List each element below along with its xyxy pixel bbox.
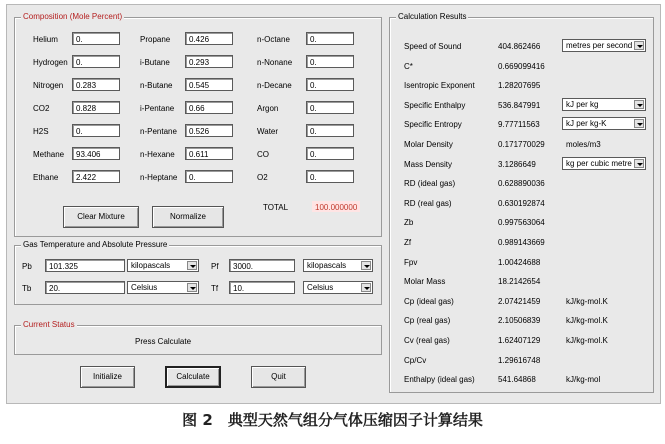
component-label: n-Pentane (140, 127, 177, 136)
result-value: 9.77711563 (498, 120, 540, 130)
chevron-down-icon (634, 100, 644, 109)
pb-label: Pb (22, 262, 32, 271)
result-label: RD (ideal gas) (404, 179, 456, 189)
result-unit: kJ/kg-mol.K (566, 296, 608, 306)
result-label: Fpv (404, 257, 418, 267)
tb-unit-select[interactable] (127, 281, 199, 294)
result-unit: kJ/kg-mol.K (566, 336, 608, 345)
component-input[interactable]: 0. (306, 32, 354, 45)
result-label: Specific Enthalpy (404, 100, 466, 110)
initialize-button[interactable]: Initialize (80, 366, 135, 388)
component-input[interactable]: 0.66 (185, 101, 233, 114)
component-label: Ethane (33, 173, 59, 182)
result-value: 541.64868 (498, 375, 536, 385)
result-value: 0.989143669 (498, 238, 545, 247)
component-input[interactable]: 93.406 (72, 147, 120, 160)
component-label: H2S (33, 127, 49, 136)
calculate-button[interactable]: Calculate (165, 366, 221, 388)
quit-button[interactable]: Quit (251, 366, 306, 388)
chevron-down-icon (361, 283, 371, 292)
result-label: C* (404, 61, 413, 71)
component-input[interactable]: 0. (306, 78, 354, 91)
normalize-button[interactable]: Normalize (152, 206, 224, 228)
result-unit-value: kJ per kg (566, 99, 599, 109)
component-label: i-Pentane (140, 104, 175, 113)
result-label: Cp/Cv (404, 355, 427, 365)
component-input[interactable]: 0.283 (72, 78, 120, 91)
tb-input[interactable]: 20. (45, 281, 125, 294)
result-unit: moles/m3 (566, 140, 601, 149)
component-label: Hydrogen (33, 58, 68, 67)
total-label: TOTAL (263, 203, 289, 212)
pb-input[interactable]: 101.325 (45, 259, 125, 272)
calculator-window (6, 4, 661, 404)
component-label: Propane (140, 35, 171, 44)
component-input[interactable]: 0. (72, 55, 120, 68)
clear-mixture-button[interactable]: Clear Mixture (63, 206, 139, 228)
component-label: n-Decane (257, 81, 292, 90)
component-input[interactable]: 0.545 (185, 78, 233, 91)
gas-conditions-title: Gas Temperature and Absolute Pressure (23, 240, 168, 249)
result-label: Zf (404, 238, 412, 247)
result-value: 3.1286649 (498, 159, 536, 169)
result-value: 18.2142654 (498, 277, 541, 287)
result-unit: kJ/kg-mol (566, 375, 601, 385)
component-input[interactable]: 0. (306, 124, 354, 137)
result-label: Isentropic Exponent (404, 81, 475, 91)
chevron-down-icon (634, 119, 644, 128)
result-value: 2.07421459 (498, 296, 541, 306)
result-label: Molar Density (404, 140, 453, 149)
component-label: n-Octane (257, 35, 290, 44)
composition-title: Composition (Mole Percent) (23, 12, 123, 21)
pf-unit-value: kilopascals (307, 261, 347, 270)
component-input[interactable]: 0.293 (185, 55, 233, 68)
component-input[interactable]: 0. (306, 170, 354, 183)
tf-label: Tf (211, 284, 219, 293)
component-label: Water (257, 127, 279, 136)
pb-unit-select[interactable] (127, 259, 199, 272)
component-label: n-Butane (140, 81, 173, 90)
tf-input[interactable]: 10. (229, 281, 295, 294)
result-unit-value: kJ per kg-K (566, 119, 607, 129)
chevron-down-icon (361, 261, 371, 270)
composition-group (14, 12, 382, 237)
component-label: CO (257, 150, 269, 159)
result-unit-select[interactable] (562, 157, 646, 170)
component-label: Nitrogen (33, 81, 64, 90)
component-input[interactable]: 0.611 (185, 147, 233, 160)
tf-unit-select[interactable] (303, 281, 373, 294)
status-title: Current Status (23, 320, 75, 329)
result-label: Zb (404, 218, 414, 228)
status-text: Press Calculate (135, 337, 192, 346)
component-input[interactable]: 0. (306, 147, 354, 160)
status-group (14, 320, 382, 355)
result-value: 404.862466 (498, 42, 541, 51)
result-value: 536.847991 (498, 100, 541, 110)
component-label: n-Nonane (257, 58, 293, 67)
result-label: Mass Density (404, 159, 453, 169)
gas-conditions-group (14, 240, 382, 305)
pf-unit-select[interactable] (303, 259, 373, 272)
result-value: 0.628890036 (498, 179, 545, 189)
result-unit-select[interactable] (562, 98, 646, 111)
component-input[interactable]: 0. (185, 170, 233, 183)
component-input[interactable]: 0.426 (185, 32, 233, 45)
component-input[interactable]: 2.422 (72, 170, 120, 183)
result-unit-select[interactable] (562, 117, 646, 130)
result-label: RD (real gas) (404, 198, 452, 208)
result-unit-value: kg per cubic metre (566, 158, 632, 168)
chevron-down-icon (634, 159, 644, 168)
result-value: 2.10506839 (498, 316, 541, 326)
component-label: Methane (33, 150, 65, 159)
component-label: n-Heptane (140, 173, 178, 182)
pf-input[interactable]: 3000. (229, 259, 295, 272)
chevron-down-icon (187, 261, 197, 270)
component-input[interactable]: 0. (306, 55, 354, 68)
chevron-down-icon (634, 41, 644, 50)
component-label: CO2 (33, 104, 50, 113)
result-value: 0.669099416 (498, 61, 545, 71)
result-unit: kJ/kg-mol.K (566, 316, 608, 326)
result-label: Specific Entropy (404, 120, 462, 130)
tb-unit-value: Celsius (131, 283, 158, 292)
result-label: Cv (real gas) (404, 336, 450, 345)
pb-unit-value: kilopascals (131, 261, 171, 270)
result-value: 0.171770029 (498, 140, 545, 149)
result-value: 0.630192874 (498, 198, 545, 208)
results-title: Calculation Results (398, 12, 467, 21)
result-label: Molar Mass (404, 277, 446, 287)
result-value: 1.00424688 (498, 257, 541, 267)
component-input[interactable]: 0.526 (185, 124, 233, 137)
result-label: Cp (ideal gas) (404, 296, 454, 306)
component-input[interactable]: 0. (306, 101, 354, 114)
component-input[interactable]: 0.828 (72, 101, 120, 114)
pf-label: Pf (211, 262, 219, 271)
result-label: Enthalpy (ideal gas) (404, 375, 475, 385)
tb-label: Tb (22, 284, 32, 293)
result-unit-select[interactable] (562, 39, 646, 52)
result-value: 1.29616748 (498, 355, 541, 365)
component-label: Argon (257, 104, 279, 113)
figure-caption: 图 2 典型天然气组分气体压缩因子计算结果 (182, 411, 483, 429)
component-label: Helium (33, 35, 58, 44)
component-label: O2 (257, 173, 268, 182)
result-unit-value: metres per second (566, 41, 633, 50)
result-value: 1.62407129 (498, 336, 541, 345)
component-label: i-Butane (140, 58, 170, 67)
results-group (389, 12, 654, 393)
component-input[interactable]: 0. (72, 32, 120, 45)
component-label: n-Hexane (140, 150, 175, 159)
total-field: 100.000000 (311, 200, 361, 213)
result-value: 0.997563064 (498, 218, 545, 228)
result-label: Cp (real gas) (404, 316, 451, 326)
result-value: 1.28207695 (498, 81, 541, 91)
chevron-down-icon (187, 283, 197, 292)
component-input[interactable]: 0. (72, 124, 120, 137)
result-label: Speed of Sound (404, 42, 462, 51)
tf-unit-value: Celsius (307, 283, 334, 292)
